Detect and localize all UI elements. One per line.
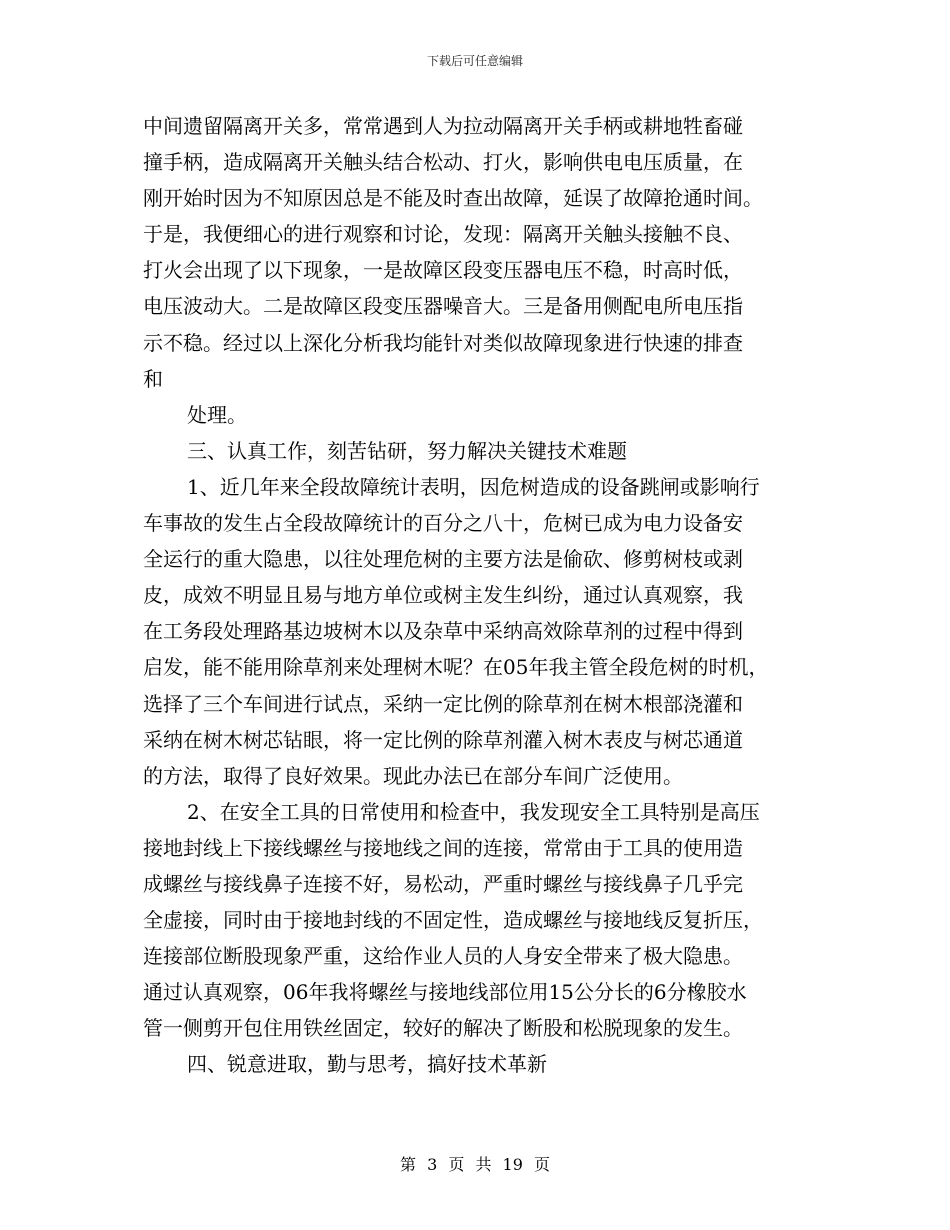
- text-line: 处理。: [187, 402, 247, 427]
- text-line: 连接部位断股现象严重，这给作业人员的人身安全带来了极大隐患。: [143, 944, 743, 969]
- text-line: 四、锐意进取，勤与思考，搞好技术革新: [187, 1052, 547, 1077]
- text-line: 接地封线上下接线螺丝与接地线之间的连接，常常由于工具的使用造: [143, 835, 743, 860]
- text-line: 1、近几年来全段故障统计表明，因危树造成的设备跳闸或影响行: [187, 474, 760, 499]
- text-line: 刚开始时因为不知原因总是不能及时查出故障，延误了故障抢通时间。: [143, 186, 763, 211]
- text-line: 2、在安全工具的日常使用和检查中，我发现安全工具特别是高压: [187, 799, 760, 824]
- text-line: 中间遗留隔离开关多，常常遇到人为拉动隔离开关手柄或耕地牲畜碰: [143, 114, 743, 138]
- text-line: 采纳在树木树芯钻眼，将一定比例的除草剂灌入树木表皮与树芯通道: [143, 727, 743, 752]
- text-line: 示不稳。经过以上深化分析我均能针对类似故障现象进行快速的排查: [143, 330, 743, 355]
- text-line: 管一侧剪开包住用铁丝固定，较好的解决了断股和松脱现象的发生。: [143, 1016, 743, 1041]
- text-line: 电压波动大。二是故障区段变压器噪音大。三是备用侧配电所电压指: [143, 294, 743, 319]
- text-line: 于是，我便细心的进行观察和讨论，发现：隔离开关触头接触不良、: [143, 222, 743, 247]
- text-line: 启发，能不能用除草剂来处理树木呢？在05年我主管全段危树的时机，: [143, 655, 769, 680]
- page-header: 下载后可任意编辑: [426, 54, 523, 68]
- text-line: 在工务段处理路基边坡树木以及杂草中采纳高效除草剂的过程中得到: [143, 619, 743, 644]
- text-line: 全虚接，同时由于接地封线的不固定性，造成螺丝与接地线反复折压，: [143, 908, 763, 933]
- text-line: 和: [143, 366, 163, 391]
- document-body: [143, 108, 815, 1083]
- text-line: 车事故的发生占全段故障统计的百分之八十，危树已成为电力设备安: [143, 511, 743, 536]
- text-line: 三、认真工作，刻苦钻研，努力解决关键技术难题: [187, 438, 627, 463]
- text-line: 打火会出现了以下现象，一是故障区段变压器电压不稳，时高时低，: [143, 258, 743, 283]
- page-footer: 第 3 页 共 19 页: [400, 1155, 550, 1174]
- text-line: 通过认真观察，06年我将螺丝与接地线部位用15公分长的6分橡胶水: [143, 980, 747, 1005]
- text-line: 成螺丝与接线鼻子连接不好，易松动，严重时螺丝与接线鼻子几乎完: [143, 871, 743, 896]
- text-line: 选择了三个车间进行试点，采纳一定比例的除草剂在树木根部浇灌和: [143, 691, 743, 716]
- text-line: 撞手柄，造成隔离开关触头结合松动、打火，影响供电电压质量，在: [143, 150, 743, 175]
- text-line: 皮，成效不明显且易与地方单位或树主发生纠纷，通过认真观察，我: [143, 583, 743, 608]
- text-line: 全运行的重大隐患，以往处理危树的主要方法是偷砍、修剪树枝或剥: [143, 547, 743, 572]
- text-line: 的方法，取得了良好效果。现此办法已在部分车间广泛使用。: [143, 763, 683, 788]
